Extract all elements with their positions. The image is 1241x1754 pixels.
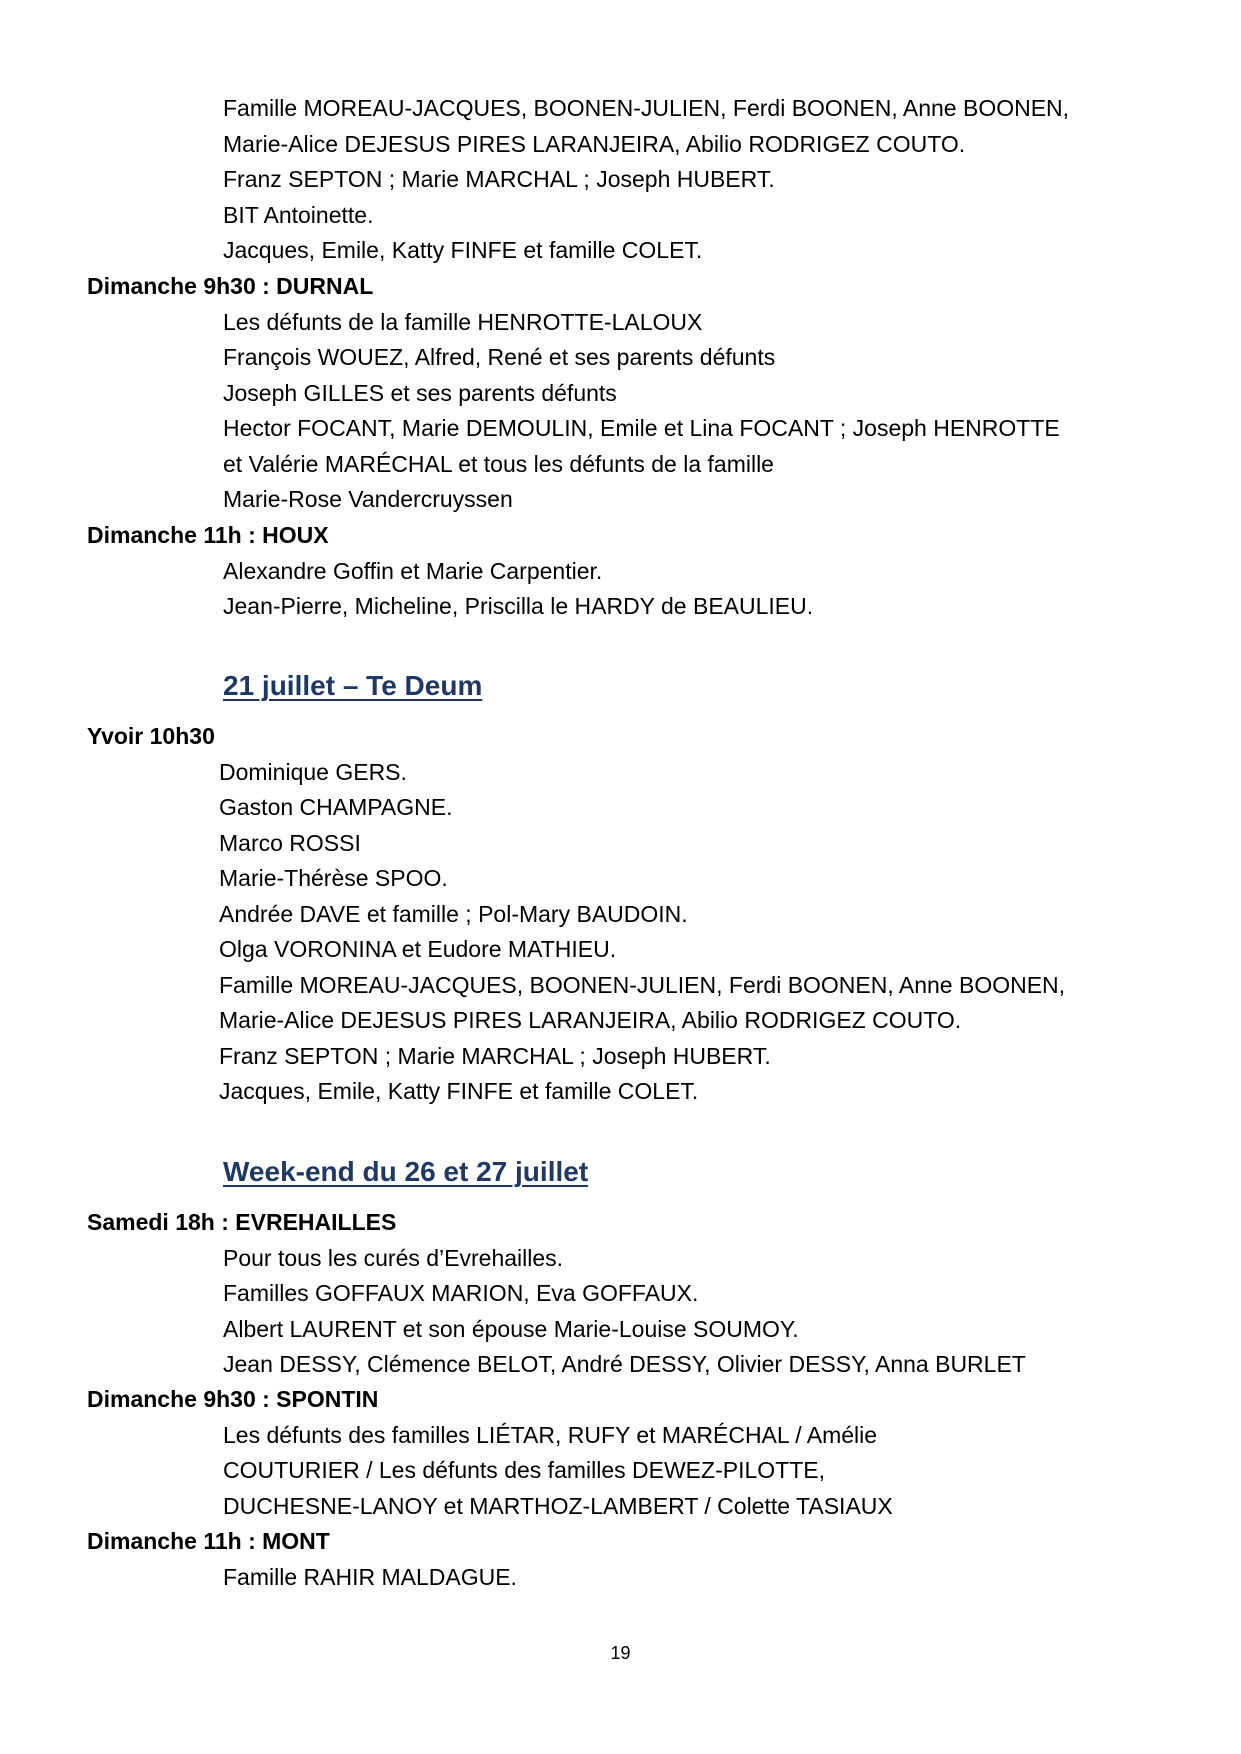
mont-block (0, 1524, 1241, 1595)
intention-line: Joseph GILLES et ses parents défunts (223, 379, 617, 406)
intention-line: Dominique GERS. (219, 758, 407, 785)
intro-block (0, 91, 1241, 269)
intention-line: Jean-Pierre, Micheline, Priscilla le HARDY de BEAULIEU. (223, 593, 814, 619)
intention-line: Andrée DAVE et famille ; Pol-Mary BAUDOIN. (219, 900, 688, 927)
durnal-block (0, 269, 1241, 518)
intention-line: Gaston CHAMPAGNE. (219, 794, 453, 820)
intention-line: Alexandre Goffin et Marie Carpentier. (223, 557, 603, 584)
intention-line: Marie-Rose Vandercruyssen (223, 486, 513, 512)
intention-line: Jacques, Emile, Katty FINFE et famille COLET. (223, 237, 703, 263)
te-deum-block (0, 719, 1241, 1110)
evrehailles-block (0, 1205, 1241, 1383)
intention-line: BIT Antoinette. (223, 201, 374, 228)
intention-line: Famille RAHIR MALDAGUE. (223, 1563, 517, 1590)
intention-line: Franz SEPTON ; Marie MARCHAL ; Joseph HUBERT. (223, 166, 775, 192)
intention-line: Hector FOCANT, Marie DEMOULIN, Emile et Lina FOCANT ; Joseph HENROTTE (223, 415, 1060, 441)
intention-line: Les défunts des familles LIÉTAR, RUFY et MARÉCHAL / Amélie (223, 1421, 878, 1448)
mass-heading-yvoir: Yvoir 10h30 (87, 723, 215, 749)
intention-line: François WOUEZ, Alfred, René et ses parents défunts (223, 344, 776, 370)
mass-heading-durnal: Dimanche 9h30 : DURNAL (87, 273, 374, 299)
section-title-te-deum: 21 juillet – Te Deum (223, 670, 483, 701)
mass-heading-evrehailles: Samedi 18h : EVREHAILLES (87, 1209, 397, 1235)
intention-line: Marie-Alice DEJESUS PIRES LARANJEIRA, Abilio RODRIGEZ COUTO. (223, 130, 966, 157)
intention-line: Jacques, Emile, Katty FINFE et famille COLET. (219, 1078, 699, 1104)
intention-line: Franz SEPTON ; Marie MARCHAL ; Joseph HUBERT. (219, 1042, 771, 1069)
intention-line: Famille MOREAU-JACQUES, BOONEN-JULIEN, Ferdi BOONEN, Anne BOONEN, (223, 95, 1070, 121)
intention-line: et Valérie MARÉCHAL et tous les défunts de la famille (223, 450, 774, 477)
intention-line: Marie-Alice DEJESUS PIRES LARANJEIRA, Abilio RODRIGEZ COUTO. (219, 1007, 962, 1033)
page-number: 19 (610, 1643, 631, 1663)
intention-line: Familles GOFFAUX MARION, Eva GOFFAUX. (223, 1280, 699, 1306)
intention-line: COUTURIER / Les défunts des familles DEWEZ-PILOTTE, (223, 1457, 825, 1483)
section-title-weekend: Week-end du 26 et 27 juillet (223, 1156, 589, 1187)
intention-line: Marie-Thérèse SPOO. (219, 865, 448, 891)
houx-block (0, 518, 1241, 625)
intention-line: Albert LAURENT et son épouse Marie-Louise SOUMOY. (223, 1315, 799, 1342)
spontin-block (0, 1382, 1241, 1524)
intention-line: Pour tous les curés d’Evrehailles. (223, 1244, 564, 1271)
intention-line: Les défunts de la famille HENROTTE-LALOUX (223, 308, 703, 335)
intention-line: DUCHESNE-LANOY et MARTHOZ-LAMBERT / Colette TASIAUX (223, 1492, 893, 1519)
mass-heading-spontin: Dimanche 9h30 : SPONTIN (87, 1386, 379, 1412)
mass-heading-mont: Dimanche 11h : MONT (87, 1528, 330, 1554)
intention-line: Olga VORONINA et Eudore MATHIEU. (219, 936, 617, 962)
intention-line: Marco ROSSI (219, 829, 361, 856)
intention-line: Jean DESSY, Clémence BELOT, André DESSY, Olivier DESSY, Anna BURLET (223, 1351, 1026, 1377)
mass-heading-houx: Dimanche 11h : HOUX (87, 522, 329, 548)
intention-line: Famille MOREAU-JACQUES, BOONEN-JULIEN, Ferdi BOONEN, Anne BOONEN, (219, 971, 1066, 998)
